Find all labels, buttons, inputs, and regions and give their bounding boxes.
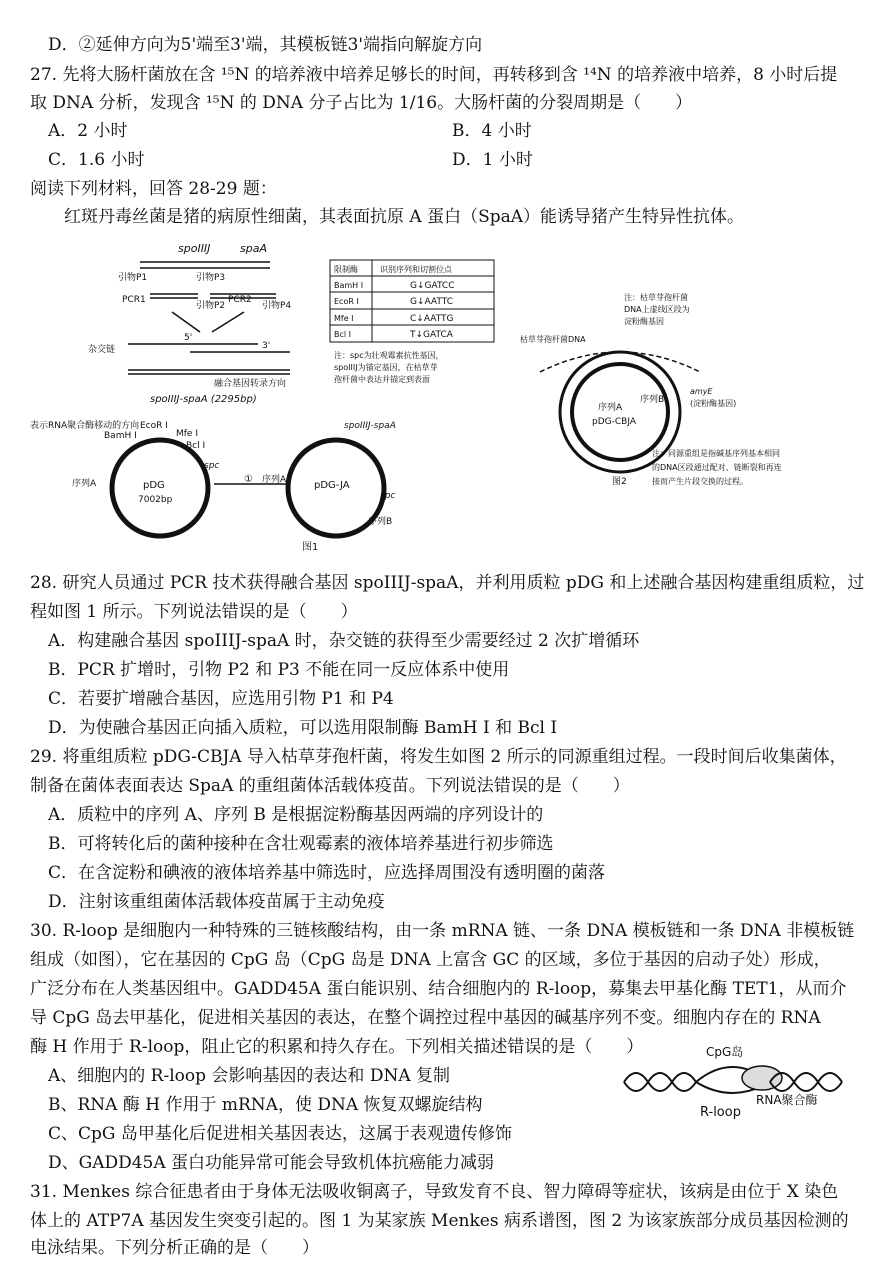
q30-option-b: B、RNA 酶 H 作用于 mRNA，使 DNA 恢复双螺旋结构 xyxy=(48,1095,483,1115)
figure-area xyxy=(0,232,877,562)
reading-intro: 阅读下列材料，回答 28-29 题： xyxy=(30,179,277,199)
fig1-fusion-name: spoIIIJ-spaA (2295bp) xyxy=(150,394,257,405)
fig2-seqA: 序列A xyxy=(598,403,623,413)
fig1-transcription-note: 表示RNA聚合酶移动的方向 xyxy=(30,421,140,431)
fig2-note-top1: 注：枯草芽孢杆菌 xyxy=(624,293,688,302)
table-row-enzyme: Mfe I xyxy=(334,314,354,323)
table-row-site: T↓GATCA xyxy=(410,330,453,340)
fig2-amyE: amyE xyxy=(690,387,713,396)
table-row-enzyme: EcoR I xyxy=(334,297,359,306)
rloop-rnapol-label: RNA聚合酶 xyxy=(756,1093,818,1107)
fig2-amyE-note: (淀粉酶基因) xyxy=(690,399,737,408)
table-header-enzyme: 限制酶 xyxy=(334,265,358,274)
fig2-caption: 图2 xyxy=(612,477,627,487)
q27-option-d: D．1 小时 xyxy=(452,150,533,170)
q28-option-b: B．PCR 扩增时，引物 P2 和 P3 不能在同一反应体系中使用 xyxy=(48,660,510,680)
fig1-seqB: 序列B xyxy=(368,517,393,527)
fig1-ecori: EcoR I xyxy=(140,421,168,431)
fig1-bamhi: BamH I xyxy=(104,431,137,441)
fig1-plasmid-pdg: pDG xyxy=(143,480,165,491)
table-header-site: 识别序列和切割位点 xyxy=(380,265,452,274)
q28-stem-line2: 程如图 1 所示。下列说法错误的是（ ） xyxy=(30,602,358,622)
q30-option-c: C、CpG 岛甲基化后促进相关基因表达，这属于表观遗传修饰 xyxy=(48,1124,512,1144)
fig1-spa-label: spaA xyxy=(240,242,267,255)
table-row-site: G↓AATTC xyxy=(410,297,453,307)
table-row-enzyme: Bcl I xyxy=(334,330,352,339)
table-row-site: G↓GATCC xyxy=(410,281,455,291)
fig1-plasmid-size: 7002bp xyxy=(138,495,173,505)
q29-option-c: C．在含淀粉和碘液的液体培养基中筛选时，应选择周围没有透明圈的菌落 xyxy=(48,863,606,883)
fig1-caption: 图1 xyxy=(302,542,319,553)
fig2-note-3: 接而产生片段交换的过程。 xyxy=(652,477,748,486)
enzyme-table xyxy=(330,260,494,384)
rloop-figure xyxy=(622,1042,847,1126)
fig1-hybrid: 杂交链 xyxy=(88,345,116,355)
fig1-p3: 引物P3 xyxy=(196,273,226,283)
fig1-bcli: Bcl I xyxy=(186,441,206,451)
q29-option-b: B．可将转化后的菌种接种在含壮观霉素的液体培养基进行初步筛选 xyxy=(48,834,554,854)
q30-stem-line3: 广泛分布在人类基因组中。GADD45A 蛋白能识别、结合细胞内的 R-loop，募集去甲基化酶 TET1，从而介 xyxy=(30,979,847,999)
fig1-spc-right: spc xyxy=(380,491,396,501)
q31-stem-line3: 电泳结果。下列分析正确的是（ ） xyxy=(30,1238,319,1258)
table-row-enzyme: BamH I xyxy=(334,281,364,290)
fig1-3prime: 3' xyxy=(262,341,271,351)
q27-stem-line1: 27. 先将大肠杆菌放在含 ¹⁵N 的培养液中培养足够长的时间，再转移到含 ¹⁴N 的培养液中培养，8 小时后提 xyxy=(30,65,838,85)
fig1-step: ① xyxy=(244,474,253,485)
fig1-spo-label: spoIIIJ xyxy=(178,242,211,255)
fig1-spc-left: spc xyxy=(204,461,220,471)
fig2-seqB: 序列B xyxy=(640,395,665,405)
q30-stem-line4: 导 CpG 岛去甲基化，促进相关基因的表达，在整个调控过程中基因的碱基序列不变。细胞内存在的 RNA xyxy=(30,1008,821,1028)
table-note-3: 孢杆菌中表达并锚定到表面 xyxy=(334,375,430,384)
q29-option-a: A．质粒中的序列 A、序列 B 是根据淀粉酶基因两端的序列设计的 xyxy=(48,805,544,825)
fig1-seqA-right: 序列A xyxy=(262,475,287,485)
fig1-mfei: Mfe I xyxy=(176,429,198,439)
fig2-chromosome-label: 枯草芽孢杆菌DNA xyxy=(520,335,586,344)
fig1-p1: 引物P1 xyxy=(118,273,148,283)
q30-option-a: A、细胞内的 R-loop 会影响基因的表达和 DNA 复制 xyxy=(48,1066,451,1086)
fig1-insert: spoIIIJ-spaA xyxy=(344,421,396,431)
q30-option-d: D、GADD45A 蛋白功能异常可能会导致机体抗癌能力减弱 xyxy=(48,1153,495,1173)
fig1-p4: 引物P4 xyxy=(262,301,292,311)
table-note-1: 注：spc为壮观霉素抗性基因， xyxy=(334,351,444,360)
fig2-note-top2: DNA上虚线区段为 xyxy=(624,305,690,314)
q29-stem-line2: 制备在菌体表面表达 SpaA 的重组菌体活载体疫苗。下列说法错误的是（ ） xyxy=(30,776,630,796)
fig1-pcr2: PCR2 xyxy=(228,295,252,305)
q30-stem-line2: 组成（如图），它在基因的 CpG 岛（CpG 岛是 DNA 上富含 GC 的区域，多位于基因的启动子处）形成， xyxy=(30,950,831,970)
q29-stem-line1: 29. 将重组质粒 pDG-CBJA 导入枯草芽孢杆菌，将发生如图 2 所示的同源重组过程。一段时间后收集菌体， xyxy=(30,747,847,767)
q30-stem-line5: 酶 H 作用于 R-loop，阻止它的积累和持久存在。下列相关描述错误的是（ ） xyxy=(30,1037,644,1057)
fig2-note-1: 注：同源重组是指碱基序列基本相同 xyxy=(652,449,780,458)
q27-option-a: A．2 小时 xyxy=(48,121,128,141)
rloop-label: R-loop xyxy=(700,1105,741,1120)
q31-stem-line1: 31. Menkes 综合征患者由于身体无法吸收铜离子，导致发育不良、智力障碍等症状，该病是由位于 X 染色 xyxy=(30,1182,839,1202)
fig2-note-top3: 淀粉酶基因 xyxy=(624,317,664,326)
table-note-2: spoIIIJ为锚定基因，在枯草芽 xyxy=(334,363,438,372)
table-row-site: C↓AATTG xyxy=(410,314,454,324)
fig1-p2: 引物P2 xyxy=(196,301,226,311)
q28-option-d: D．为使融合基因正向插入质粒，可以选用限制酶 BamH I 和 Bcl I xyxy=(48,718,558,738)
rloop-cpg-label: CpG岛 xyxy=(706,1045,744,1059)
q28-option-a: A．构建融合基因 spoIIIJ-spaA 时，杂交链的获得至少需要经过 2 次扩增循环 xyxy=(48,631,640,651)
q28-stem-line1: 28. 研究人员通过 PCR 技术获得融合基因 spoIIIJ-spaA，并利用质粒 pDG 和上述融合基因构建重组质粒，过 xyxy=(30,573,865,593)
q31-stem-line2: 体上的 ATP7A 基因发生突变引起的。图 1 为某家族 Menkes 病系谱图，图 2 为该家族部分成员基因检测的 xyxy=(30,1211,849,1231)
fig1-fusion-direction: 融合基因转录方向 xyxy=(214,379,287,389)
fig1-pcr1: PCR1 xyxy=(122,295,146,305)
q28-option-c: C．若要扩增融合基因，应选用引物 P1 和 P4 xyxy=(48,689,394,709)
q27-stem-line2: 取 DNA 分析，发现含 ¹⁵N 的 DNA 分子占比为 1/16。大肠杆菌的分裂周期是（ ） xyxy=(30,93,693,113)
q30-stem-line1: 30. R-loop 是细胞内一种特殊的三链核酸结构，由一条 mRNA 链、一条 DNA 模板链和一条 DNA 非模板链 xyxy=(30,921,855,941)
figure2-recombination xyxy=(520,292,782,487)
q29-option-d: D．注射该重组菌体活载体疫苗属于主动免疫 xyxy=(48,892,385,912)
q26-option-d: D．②延伸方向为5'端至3'端，其模板链3'端指向解旋方向 xyxy=(48,35,483,55)
fig1-plasmid-pdgja: pDG-JA xyxy=(314,480,350,491)
reading-text: 红斑丹毒丝菌是猪的病原性细菌，其表面抗原 A 蛋白（SpaA）能诱导猪产生特异性抗体。 xyxy=(64,207,745,227)
q27-option-b: B．4 小时 xyxy=(452,121,532,141)
fig1-5prime: 5' xyxy=(184,333,193,343)
fig1-seqA-left: 序列A xyxy=(72,479,97,489)
fig2-note-2: 的DNA区段通过配对、链断裂和再连 xyxy=(652,463,782,472)
fig2-plasmid: pDG-CBJA xyxy=(592,417,636,427)
q27-option-c: C．1.6 小时 xyxy=(48,150,145,170)
